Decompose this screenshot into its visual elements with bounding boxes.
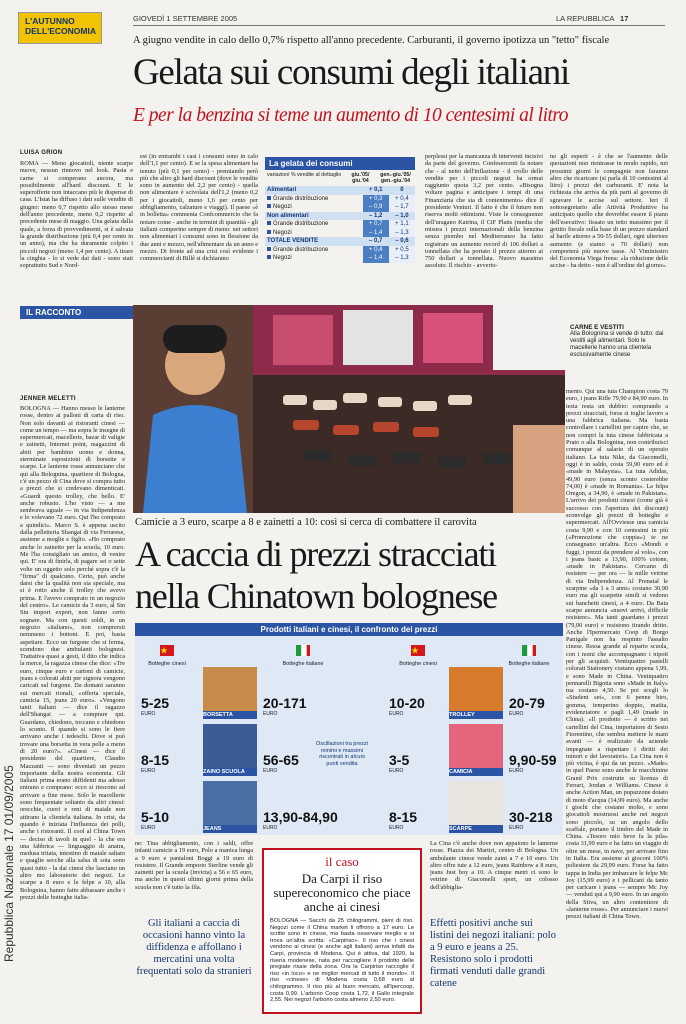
box-left-callout: Gli italiani a caccia di occasioni hanno vinto la diffidenza e affollano i mercatini una volta frequentati solo da stranieri <box>136 918 252 977</box>
market-photo-illustration <box>133 305 565 513</box>
euro-label: EURO <box>509 825 524 831</box>
issue-date: GIOVEDÌ 1 SETTEMBRE 2005 <box>133 14 238 23</box>
box-right-callout: Effetti positivi anche sui listini dei negozi italiani: polo a 9 euro e jeans a 25. Resistono solo i prodotti firmati venduti dalle grandi catene <box>430 918 556 989</box>
value-b: 0 <box>389 186 415 195</box>
article2-title-line1: A caccia di prezzi stracciati <box>135 534 496 574</box>
section-tag-line1: L'AUTUNNO <box>25 16 75 26</box>
section-tag-line2: DELL'ECONOMIA <box>25 26 96 36</box>
value-b: + 1,1 <box>389 220 415 229</box>
table-row <box>265 237 415 246</box>
row-label: Alimentari <box>265 186 363 195</box>
euro-label: EURO <box>263 711 278 717</box>
item-name: ZAINO SCUOLA <box>203 768 257 776</box>
value-b: – 1,0 <box>389 212 415 221</box>
consumption-table <box>265 157 415 305</box>
il-caso-title: Da Carpi il riso supereconomico che piace anche ai cinesi <box>273 871 411 914</box>
row-label: Negozi <box>265 254 363 263</box>
table-row <box>265 186 415 195</box>
value-a: + 0,4 <box>363 246 389 255</box>
consumption-table-head-label: variazioni % vendite al dettaglio <box>267 172 342 178</box>
article2-byline: JENNER MELETTI <box>20 396 76 402</box>
il-caso-label: il caso <box>325 854 359 869</box>
value-b: – 0,6 <box>389 237 415 246</box>
article2-col1b: ne: Tina abbigliamento, con i saldi, offre infanti camicie a 19 euro, Polo a manica lunga a 9 euro e pantaloni Boggi a 19 euro di resistere. Il Grande emporio Sterline vende gli zainetti per la scuola (invicta) a 56 e 65 euro, ma anche in questi ultimi giorni prima della scuola non c'è tutto la fila. <box>135 840 253 891</box>
euro-label: EURO <box>263 825 278 831</box>
il-caso-body: BOLOGNA — Sacchi da 25 chilogrammi, pieni di riso. Negozi come il China market li offrono a 17 euro. Le scritte sono in cinese, ma basta osservare meglio e si trova un'altra scritta: «Carpiriso». Il riso che i cinesi vendono ai cinesi (e anche agli italiani) arriva infatti da Carpi, provincia di Modena. Qui è attiva, dal 1920, la riseria modenese, nata per raccogliere il prodotto delle pregiate risaie della zona. Ora la Carpiriso raccoglie il riso «in loco» e ne miglior mercati di tutto il mondo». Il riso «cinese» di Modena costa 0,68 euro al chilogrammo. Il riso più al buon mercato, all'Ipercoop, costa 0,99. L'arborio Coop costa 1,72, il Gallo integrale 2,55. Nei negozi l'arborio costa almeno 2,50 euro. <box>270 918 414 1004</box>
row-label: Negozi <box>265 229 363 238</box>
china-price: 8-15 <box>389 809 418 825</box>
price-item-scarpe <box>349 781 563 833</box>
newspaper-name: LA REPUBBLICA <box>556 14 614 23</box>
china-shops-label: Botteghe cinesi <box>399 661 437 667</box>
euro-label: EURO <box>141 711 156 717</box>
china-shops-label: Botteghe cinesi <box>148 661 186 667</box>
row-label: Grande distribuzione <box>265 195 363 204</box>
item-name: SCARPE <box>449 825 503 833</box>
italy-price: 56-65 <box>263 752 299 768</box>
section-tag <box>18 12 102 44</box>
value-a: + 0,1 <box>363 186 389 195</box>
italy-price: 20-79 <box>509 695 545 711</box>
italy-price: 13,90-84,90 <box>263 809 338 825</box>
value-a: + 0,7 <box>363 220 389 229</box>
value-a: – 0,9 <box>363 203 389 212</box>
consumption-table-col-a: giu.'05/ giu.'04 <box>351 172 370 184</box>
article2-kicker: Camicie a 3 euro, scarpe a 8 e zainetti a 10: così si cerca di combattere il carovita <box>135 517 477 528</box>
consumption-table-title: La gelata dei consumi <box>265 157 415 170</box>
table-row <box>265 229 415 238</box>
photo-caption <box>570 324 670 359</box>
consumption-table-col-b: gen.-giu.'05/ gen.-giu.'04 <box>380 172 411 184</box>
euro-label: EURO <box>141 825 156 831</box>
section-il-racconto: IL RACCONTO <box>20 306 136 319</box>
euro-label: EURO <box>389 825 404 831</box>
price-item-jeans <box>135 781 349 833</box>
value-a: – 1,2 <box>363 212 389 221</box>
italy-price: 9,90-59 <box>509 752 557 768</box>
china-price: 10-20 <box>389 695 425 711</box>
article2-title-line2: nella Chinatown bolognese <box>135 576 497 616</box>
market-photo <box>133 305 565 513</box>
italy-shops-label-text: Botteghe italiane <box>282 661 324 667</box>
price-item-borsetta <box>135 667 349 719</box>
value-a: + 0,3 <box>363 195 389 204</box>
euro-label: EURO <box>509 711 524 717</box>
value-b: – 1,3 <box>389 254 415 263</box>
row-label: Negozi <box>265 203 363 212</box>
item-name: BORSETTA <box>203 711 257 719</box>
item-name: CAMICIA <box>449 768 503 776</box>
table-row <box>265 212 415 221</box>
china-price: 5-10 <box>141 809 170 825</box>
item-name: TROLLEY <box>449 711 503 719</box>
table-row <box>265 220 415 229</box>
header-rule <box>133 25 665 26</box>
price-item-trolley <box>349 667 563 719</box>
article2-col2: mento. Qui una tuta Champion costa 79 euro, i jeans Rifle 79,90 e 84,90 euro. In testa resta un dubbio: comprando a prezzi stracciati, forse si toglie lavoro a una fabbrica italiana. Ma basta controllare i cartellini per capire che, se non compri la tuta cinese fabbricata a Prato o alla Bolognina, non contribuisci comunque al salario di un operaio italiano. La tuta Nike, da Giacomelli, oggi è in saldo, costa 59,90 euro ed è «made in Malaysia». La tuta Adidas, 49,90 euro (senza sconto costerebbe 74,00) è «made in Romania». La felpa Oregon, a 34,90, è «made in Pakistan». L'arrivo dei prodotti cinesi (come già è successo con l'apertura dei discount) sconvolge gli prezzi di botteghe e supermercati. All'Ovviesse una camicia costa 9,90 e con 10 centesimi in più («Promozione che coppia») te ne consegnano un'altra. Ecco «Mondi e fuggi, i prezzi da prendere al volo», con i jeans basic a 13,90, 100% cotone, «made in Pakistan». Cercano di resistere — per ora — le mille vetrine di via Indipendenza. Al Prenatal le scarpine «da 1 a 3 anni» costano 30,90 euro ma gli scarpette simili si vedono sui banchetti cinesi, a 4 euro. Da Bata scarpe annuncia «nuovi arrivi, difficile resistere». Ma tanti guardano i prezzi (79,00 euro) e resistono tirando dritto. Anche l'Ipermercato Coop di Borgo Panigale non ha respinto l'assalto cinese. Ressa grande al reparto scuola, con i nomi che accompagnano i nipoti per gli acquisti. Ventiquattro pastelli colorati Stationery costano appena 1,99, e sono Made in China. Ventiquattro pennarelli Bigotta sono «Made in Italy» ma costano 4,50. Se poi scegli lo «Student set», con 6 penne biro, gomma, temperino doppio, matita, evidenziatore e pagli 1,49 (made in China). «Il prodotto — è scritto nei cartellini del Cina, importatore di Sesto Fiorentino, che sembra mettere le mani avanti — è realizzato da aziende impegnate a rispettare i diritti dei minori e dei lavoratori». La Cina non è più vicina, è qui da un pezzo. «Made» in quel Paese sono anche le macchinine Grand Prix costruite su licenza di Ferrari, Jordan e Williams. Cinese è anche Action Man, un pupazzone dotato di moto d'acqua (14,99 euro). Ma anche i giochi che costano molto, e sono giocattoli mostruosi anche nei negozi sono piccolo, su un angolo dello scaffale, portano il timbro del Made in China. «Tesoro mio beve fa la pila» costa 31,99 euro e ha fatto un viaggio di oltre un mese, in nave, per arrivare fino in Italia. Era assieme ai gioconi 100% poliestere da 29,99 euro. Forse ha fatto tappa in India per imbarcare le felpe Mc Joy (15,99 euro) e i pellicani da tanto per caricare i jeans — sempre Mc Joy — venduti qui a 9,90 euro. In un angolo della Stiva, un altro contenitore di «lanterne rosse». Per annunciare i nuovi prezzi italiani di China Town. <box>566 388 668 921</box>
row-label: Non alimentari <box>265 212 363 221</box>
euro-label: EURO <box>389 711 404 717</box>
row-label: Grande distribuzione <box>265 246 363 255</box>
value-b: + 0,4 <box>389 195 415 204</box>
china-price: 8-15 <box>141 752 170 768</box>
article1-subtitle: E per la benzina si teme un aumento di 10 centesimi al litro <box>133 105 569 126</box>
euro-label: EURO <box>263 768 278 774</box>
item-name: JEANS <box>203 825 257 833</box>
table-row <box>265 195 415 204</box>
masthead <box>556 14 628 23</box>
price-item-camicia <box>349 724 563 776</box>
photo-caption-text: Alla Bolognina si vende di tutto: dai vestiti agli alimentari. Solo le macellerie hanno una clientela esclusivamente cinese <box>570 331 664 358</box>
il-caso-box <box>262 848 422 1014</box>
article1-byline: LUISA GRION <box>20 150 63 156</box>
article1-col4: no gli esperti - è che se l'aumento delle quotazioni non rientrasse in modo rapido, nei prossimi giorni le compagnie non faranno altro che ricaricare (si parla di 10 centesimi al litro) i prezzi dei carburanti. E' nota la richiesta che arriva da più parti al governo di sgravare le accise sul settore. Ieri il sottosegretario alle Attività Produttive ha anticipato quello che dovrebbe essere il piano dell'esecutivo: fissato un tetto massimo per il gettito fiscale sulla base di un prezzo standard al barile attorno a 50-55 dollari, ogni ulteriore aumento (e siamo a 70 dollari) non comporterà più nuove tasse. Al Viminisstro del Economia Viega frena: «la riduzione delle accise - ha detto - non è all'ordine del giorno». <box>550 153 668 270</box>
italy-price: 20-171 <box>263 695 307 711</box>
article1-col2: est (in entrambi i casi i consumi sono in calo dell'1,1 per cento). E se la spesa alimentare ha tenuto (più 0,1 per cento) - premiando però più che altro gli hard discount (dove le vendite sono in aumento del 2,2 per cento) - quella non alimentare è scivolata dell'1,2 (meno 0,2 per i giocattoli, meno 1,6 per cento per abbigliamento, calzature e viaggi). Il paese «è in bolletta» commenta Confcommercio che fa notare come - anche in termini di quantità - gli italiani comperino sempre di meno: nei settori non alimentari i consumi sono in flessione da due anni e mezzo, nell'alimentare da un anno e mezzo. Di fronte ad una crisi così evidente i commercianti di Billè si dichiarano <box>140 153 258 263</box>
article1-col1: ROMA — Meno giocattoli, niente scarpe nuove, nessun rinnovo nel look. Pasta e carne si comperano ancora, ma possibilmente all'hard discount. E le superofferte non intaccano più le dispense di casa. L'Istat ha diffuso i dati sulle vendite di giugno: meno 0,7 rispetto allo stesso mese dell'anno precedente, meno 0,2 rispetto al precedente mese di maggio. Una gelata dalla quale, a forza di provvedimenti, si è salvata la grande distribuzione (più 0,4 per cento in un anno), ma che ha duramente colpito i piccoli negozi (meno 1,4 per cento). A tirare la cinghia - lo si vede dai dati - sono stati soprattutto Sud e Nord- <box>20 160 133 270</box>
china-price: 3-5 <box>389 752 410 768</box>
italy-flag-icon <box>296 645 310 656</box>
page-number: 17 <box>620 14 629 23</box>
article2-col1: BOLOGNA — Hanno messo le lanterne rosse, dentro ai palloni di carta di riso. Non solo davanti ai ristoranti cinesi — come un tempo — ma sopra le insegne di supermercati, macellerie, bazar di valigie e zainetti, Internet point, magazzini di abiti per bambino uomo e donna, sterminate esposizioni di borsette e scarpe. Le lanterne rosse annunciano che qui alla Bolognina, quartiere di Bologna, c'è un pezzo di Cina dove si compra tutto a prezzi che si credevano dimenticati. «Guardi questo trolley, che bello. E' anche robusto. L'ho visto — a me sembrava uguale — in via Indipendenza e lo volevano 72 euro. Qui l'ho comprato a quindici». Marco S. è appena uscito dalla pelletteria Shangai di via Ferrarese, assieme a moglie e figlio. «Ho comprato anche lo zainetto per la scuola, 10 euro. Me l'ha consigliato un amico, di venire qui. E' ora di finirla, di pagare sei o sette volte un oggetto solo perché sopra c'è la "firma" di qualcuno. Certo, può anche darsi che la qualità non sia speciale, ma si è rotto anche il trolley che avevo prima. E l'avevo comprato in un negozio del centro». Le camicie da 3 euro, al Sin Sin import export, non fanno certo sognare. Ma con questi soldi, in un negozio «italiano», non comprersti nemmeno i bottoni. E poi, basta aspettare. Ecco un furgone che si ferma, scendono due ambulanti bolognesi. Trattativa quasi a gesti, il dito che indica la merce, la ragazza cinese che dice: «Tre euro, cinque euro e cartoni di camicie, jeans e colorati abiti per signora vengono caricati sul furgone. Da domani saranno sui mercati rionali, «offerta speciale, camicia 15, jeans 20 euro». «Vengono tanti italiani — dice il ragazzo dell'Shangai — a comprare qui. Guardano, chiedono, toccano e chiedono lo sconto. Il quando si sono le fiere arrivano anche i tedeschi. Dove si può trovare una borsetta in vera pelle a meno di 20 euro?». «Cinesi — dice il presidente del quartiere, Claudio Mazzanti — sono diventati un pezzo importante della nostra economia. Gli italiani prima erano diffidenti ma adesso entrano e comprano: ecco si riescono ad arrivare a fine mese. Solo le macellerie sono frequentate soltanto da altri cinesi: orecchie, cuori e reni di maiale non attirano la clientela italiana. In crisi, da quando è iniziata l'influenza dei polli, anche i ristoranti. Il cool al China Town — deciso di tavoli in quel - la che era una fabbrica — linguaggio di anatra, medusa tritata, intestino di maiale saltato e quaglie secche alla salsa di soia sono quasi tutto - la dai cinesi che lasciano un altro mo laboratorie dei negozi. Le scarpe a 8 euro e le felpe a 10, alla Bolognina, hanno fatto abbassare anche i prezzi delle botteghe italia- <box>20 405 125 901</box>
article1-title: Gelata sui consumi degli italiani <box>133 52 569 93</box>
china-flag-icon <box>160 645 174 656</box>
value-b: – 1,7 <box>389 203 415 212</box>
value-a: – 1,4 <box>363 229 389 238</box>
italy-flag-icon <box>522 645 536 656</box>
edge-stamp: Repubblica Nazionale 17 01/09/2005 <box>2 765 16 962</box>
photo-caption-title: CARNE E VESTITI <box>570 324 624 331</box>
table-row <box>265 246 415 255</box>
china-flag-icon <box>411 645 425 656</box>
italy-shops-label: Botteghe italiane <box>508 661 550 667</box>
euro-label: EURO <box>141 768 156 774</box>
value-b: – 1,3 <box>389 229 415 238</box>
value-b: + 0,5 <box>389 246 415 255</box>
price-comparison-title: Prodotti italiani e cinesi, il confronto dei prezzi <box>135 623 563 636</box>
price-note: Oscillazioni tra prezzi minimi e massimi riscontrati in alcuni punti vendita <box>316 741 368 767</box>
row-label: Grande distribuzione <box>265 220 363 229</box>
price-comparison <box>135 623 563 835</box>
article1-col3: perplessi per la mancanza di interventi incisivi da parte del governo. Confesercenti fa notare che - al netto dell'inflazione - il crollo delle vendite per i piccoli negozi ha ormai raggiunto quota 3,2 per cento. «Bisogna voltare pagina e anticipare i tempi di una Finanziaria che sia di contenimento» dice il presidente Venturi. Il fatto è che il futuro non riserva molti ottimismi. Viste le conseguenze dell'uragano Katrina, il CiF Platts (media che misura i prezzi internazionali della benzina senza piombo nel Mediterraneo ha fatto registrare un aumento record di 106 dollari a tonnellata che ha portato il prezzo attorno ai 750 dollari a tonnellata. Nuovo massimo assoluto. Il rischio - avverto- <box>425 153 543 270</box>
row-label: TOTALE VENDITE <box>265 237 363 246</box>
box-right-body: La Cina c'è anche dove non appaiono le lanterne rosse. Piazza dei Martiri, centro di Bologna. Un ambulante cinese vende zaini a 7 e 10 euro. Un altro offre tute a 12 euro, jeans Rainbow a 8 euro, jeans Just boy a 10. A cinque metri ci sono le vetrine di Giacomelli sport, un colosso dell'abbiglia- <box>430 840 558 891</box>
euro-label: EURO <box>509 768 524 774</box>
italy-price: 30-218 <box>509 809 553 825</box>
euro-label: EURO <box>389 768 404 774</box>
china-price: 5-25 <box>141 695 170 711</box>
value-a: – 1,4 <box>363 254 389 263</box>
value-a: – 0,7 <box>363 237 389 246</box>
article1-kicker: A giugno vendite in calo dello 0,7% rispetto all'anno precedente. Carburanti, il governo ipotizza un "tetto" fiscale <box>133 35 610 46</box>
table-row <box>265 203 415 212</box>
table-row <box>265 254 415 263</box>
consumption-table-grid <box>265 186 415 263</box>
